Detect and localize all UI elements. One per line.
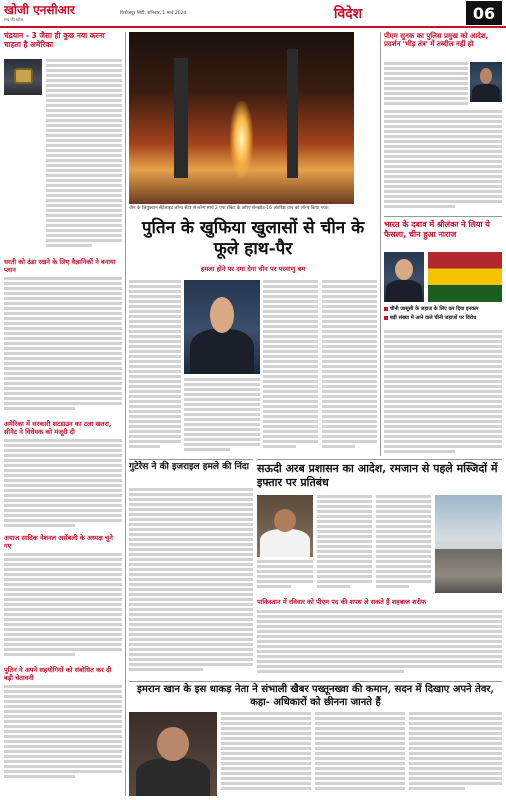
kp-leader-face <box>157 727 189 761</box>
guterres-article-body <box>129 488 253 678</box>
sunak-article-body-2 <box>384 110 502 212</box>
saudi-prince-portrait <box>257 495 313 557</box>
headline-pak-shehbaz: पाकिस्तान में रविवार को पीएम पद की शपथ ले सकते हैं शहबाज शरीफ <box>257 598 426 606</box>
xi-face <box>395 259 413 280</box>
launch-tower-left <box>174 58 188 178</box>
sunak-face <box>480 68 493 84</box>
brand-name: खोजी एनसीआर <box>4 2 75 17</box>
article-body-climate <box>4 277 122 417</box>
bullet-dot-icon <box>384 316 388 320</box>
crowd-shape <box>435 549 502 593</box>
kp-leader-clothes <box>136 758 210 796</box>
putin-caption-block <box>184 378 260 456</box>
srilanka-article-body <box>384 330 502 456</box>
headline-ayaz-sadiq: अयाज सादिक नेशनल असेंबली के अध्यक्ष चुने गए <box>4 534 113 550</box>
srilanka-flag-image <box>428 252 502 302</box>
xi-portrait <box>384 252 424 302</box>
main-headline-putin-china: पुतिन के खुफिया खुलासों से चीन के फूले हाथ-पैर <box>141 218 365 259</box>
headline-srilanka: भारत के दबाव में श्रीलंका ने लिया ये फैसला, चीन हुआ नाराज <box>384 220 490 239</box>
sunak-suit <box>472 84 501 102</box>
moon-lander-image <box>4 59 42 95</box>
putin-portrait <box>184 280 260 374</box>
bottom-article-col2 <box>315 712 405 796</box>
saudi-thobe <box>260 529 310 557</box>
article-body-putin-warning <box>4 685 122 785</box>
rocket-launch-image <box>129 32 354 204</box>
column-divider-right <box>380 32 381 456</box>
rocket-caption: चीन के जियुक्वान सैटेलाइट लॉन्च सेंटर से लॉन्ग मार्च 2 एफ रॉकेट के जरिए शेनझोउ-16 अंतरिक्ष यान को लॉन्च किया गया। <box>129 206 329 211</box>
brand-block <box>0 4 120 23</box>
putin-article-col1 <box>129 280 181 456</box>
divider-bottom <box>129 681 502 682</box>
bullet-2-text: बड़ी संख्या में आने वाले चीनी जहाजों पर विरोध <box>390 314 477 321</box>
headline-chandrayaan: चंद्रयान - 3 जैसा ही कुछ नया करना चाहता है अमेरिका <box>4 31 105 49</box>
srilanka-bullet-2 <box>384 315 502 322</box>
lander-shape <box>14 68 33 84</box>
headline-imran-leader: इमरान खान के इस धाकड़ नेता ने संभाली खैबर पख्तूनख्वा की कमान, सदन में दिखाए अपने तेवर, कहा- अधिकारों को छीनना जानते हैं <box>137 684 494 708</box>
srilanka-bullet-list <box>384 306 502 321</box>
mosque-image <box>435 495 502 593</box>
putin-suit <box>190 329 254 374</box>
bottom-article-col1 <box>221 712 311 796</box>
article-body-us-shutdown <box>4 439 122 531</box>
divider-srilanka <box>384 216 502 217</box>
pak-strip-body <box>257 610 502 678</box>
left-column <box>4 32 122 796</box>
rocket-flame <box>230 101 253 178</box>
page-number: 06 <box>466 1 502 25</box>
article-body-ayaz-sadiq <box>4 553 122 663</box>
headline-saudi: सऊदी अरब प्रशासन का आदेश, रमजान से पहले मस्जिदों में इफ्तार पर प्रतिबंध <box>257 462 498 489</box>
kp-leader-portrait <box>129 712 217 796</box>
launch-tower-right <box>287 49 298 178</box>
srilanka-bullet-1 <box>384 306 502 313</box>
brand-tagline: सच की खोज <box>4 16 24 22</box>
putin-article-col2 <box>263 280 318 456</box>
divider-guterres <box>129 459 253 460</box>
saudi-article-col0 <box>257 560 313 593</box>
masthead <box>0 0 506 28</box>
headline-us-shutdown: अमेरिका में सरकारी शटडाउन का टला खतरा, सीनेट ने विधेयक को मंजूरी दी <box>4 420 112 436</box>
saudi-article-col2 <box>376 495 431 593</box>
xi-suit <box>386 280 422 303</box>
bullet-1-text: चीनी जासूसी के जहाज के लिए कर दिया इनकार <box>390 306 479 312</box>
sunak-portrait <box>470 62 502 102</box>
putin-article-col3 <box>322 280 377 456</box>
bullet-dot-icon <box>384 307 388 311</box>
bottom-article-col3 <box>409 712 502 796</box>
saudi-article-col1 <box>317 495 372 593</box>
dateline: फिरोजपुर सिटी, शनिवार, 1 मार्च 2024 <box>120 11 187 16</box>
sunak-article-body <box>384 62 468 108</box>
putin-face <box>210 297 234 333</box>
article-body-chandrayaan <box>46 59 122 255</box>
headline-putin-warning: पुतिन ने अपने सहयोगियों को संबोधित कर दी बड़ी चेतावनी <box>4 666 112 682</box>
section-title: विदेश <box>333 5 363 22</box>
headline-guterres: गुटेरेस ने की इजराइल हमले की निंदा <box>129 462 249 472</box>
divider-saudi <box>257 459 502 460</box>
headline-climate: धरती को ठंडा रखने के लिए वैज्ञानिकों ने बनाया प्लान <box>4 258 116 274</box>
column-divider-left <box>125 32 126 796</box>
subhead-nuclear: हमला होने पर दगा देगा चीन पर परमाणु बम <box>200 265 306 273</box>
headline-sunak: पीएम सुनक का पुलिस प्रमुख को आदेश, प्रदर्शन 'भीड़ तंत्र' में तब्दील नहीं हो <box>384 32 489 49</box>
